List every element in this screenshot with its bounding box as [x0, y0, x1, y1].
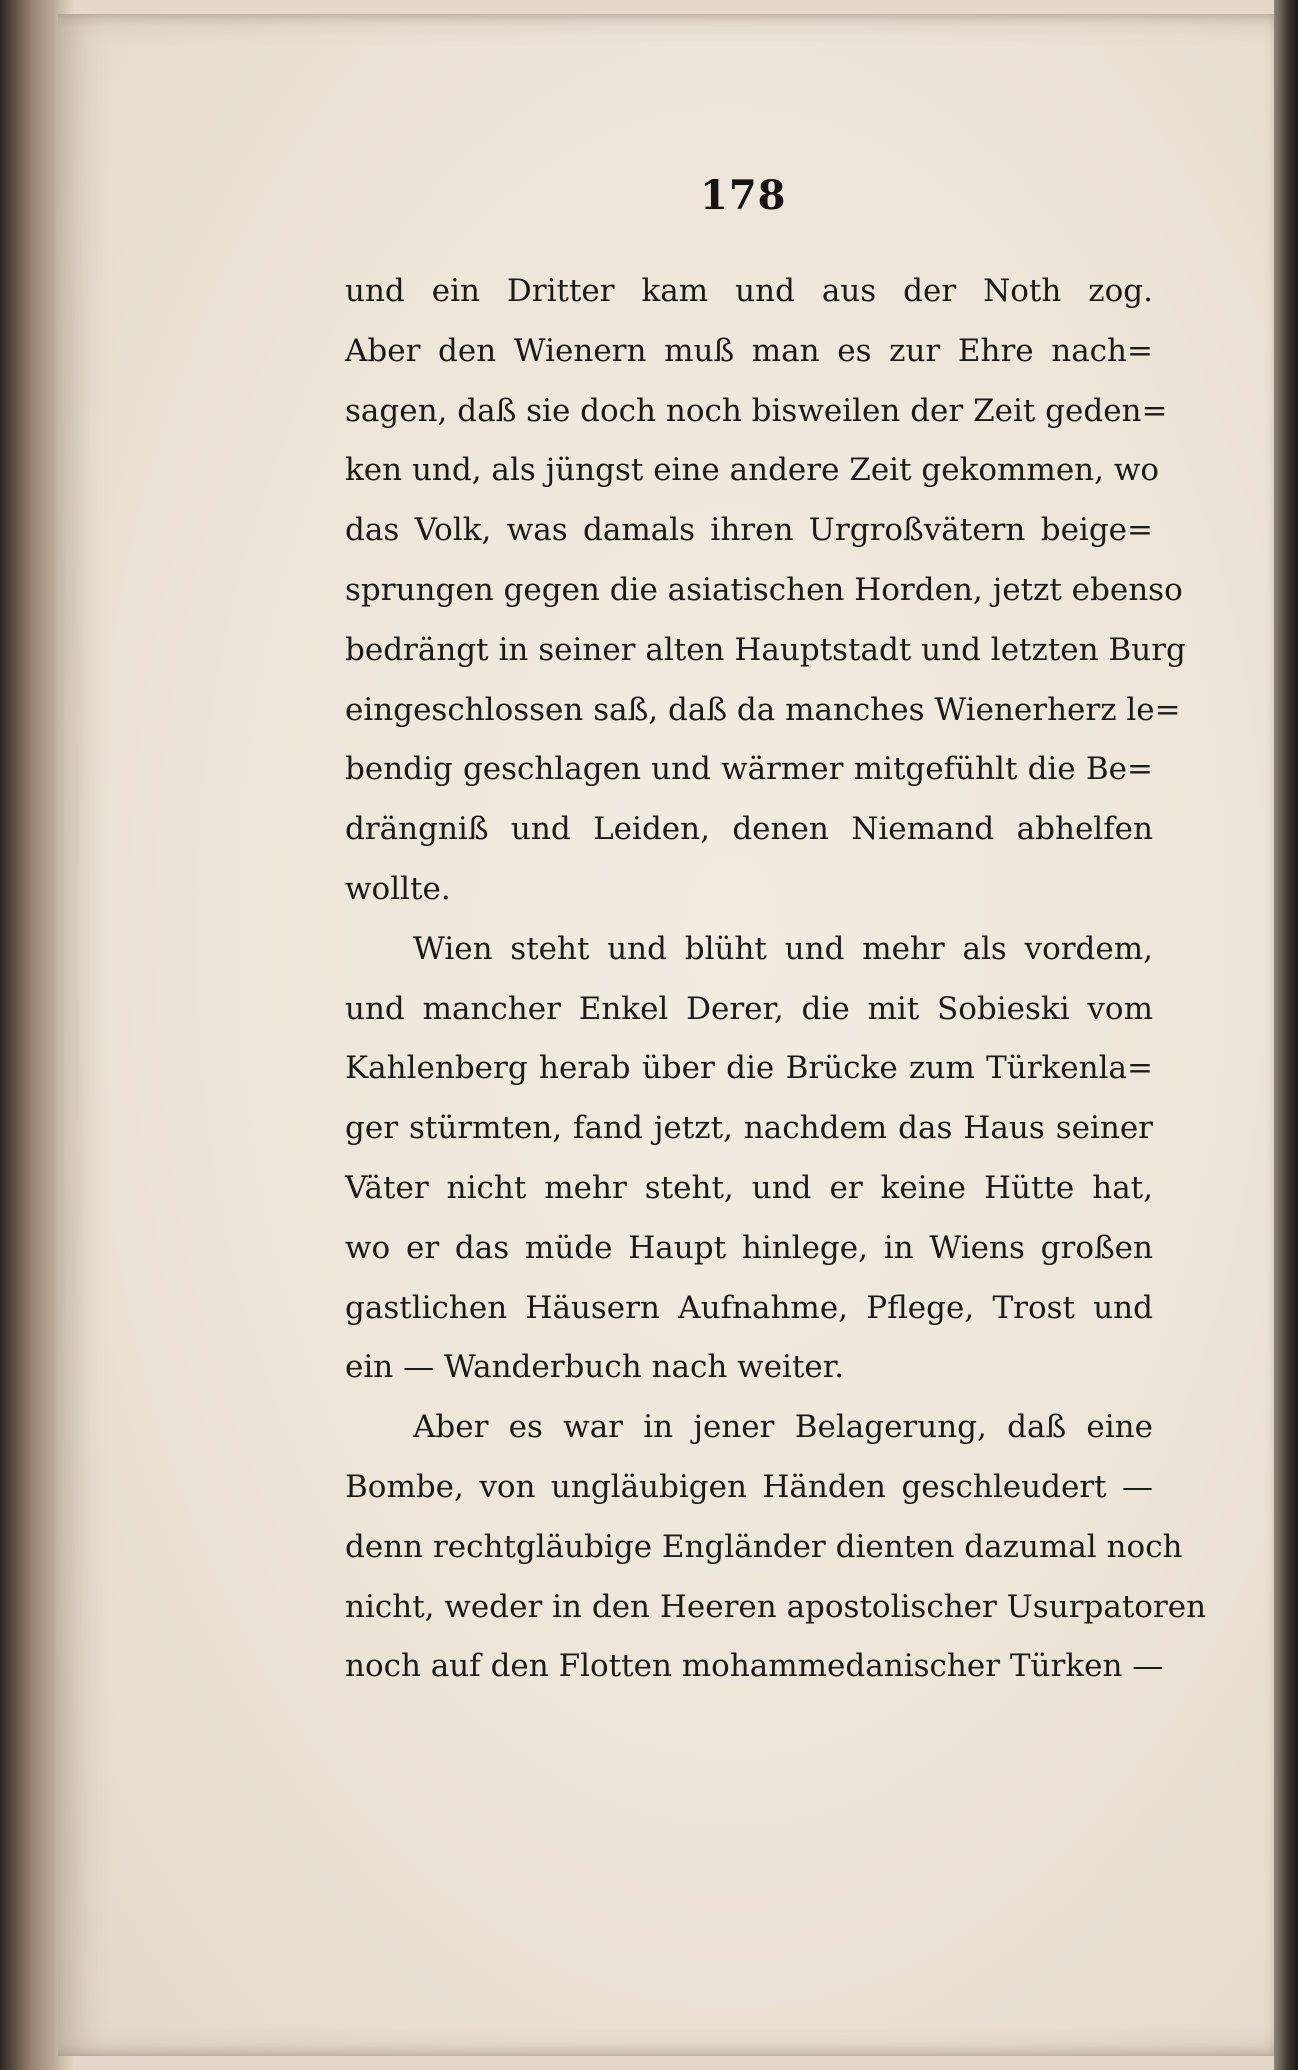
text-line: ein — Wanderbuch nach weiter.: [345, 1349, 845, 1386]
text-line: Kahlenberg herab über die Brücke zum Türkenla=: [345, 1050, 1153, 1087]
page-number: 178: [700, 172, 787, 219]
text-line: Wien steht und blüht und mehr als vordem,: [413, 930, 1153, 967]
text-line: Bombe, von ungläubigen Händen geschleudert —: [345, 1468, 1153, 1505]
body-text: [345, 262, 1207, 1697]
text-line: und ein Dritter kam und aus der Noth zog.: [345, 273, 1153, 309]
text-line: Väter nicht mehr steht, und er keine Hütte hat,: [345, 1169, 1153, 1206]
text-line: denn rechtgläubige Engländer dienten dazumal noch: [345, 1528, 1183, 1565]
paragraph-1: [345, 262, 1186, 920]
text-line: bendig geschlagen und wärmer mitgefühlt die Be=: [345, 751, 1153, 788]
text-line: Aber es war in jener Belagerung, daß eine: [413, 1409, 1153, 1446]
page-right-edge: [1274, 0, 1298, 2070]
text-line: gastlichen Häusern Aufnahme, Pflege, Trost und: [345, 1289, 1153, 1326]
text-line: ger stürmten, fand jetzt, nachdem das Haus seiner: [345, 1110, 1153, 1147]
text-line: das Volk, was damals ihren Urgroßvätern beige=: [345, 512, 1153, 549]
text-line: nicht, weder in den Heeren apostolischer Usurpatoren: [345, 1588, 1207, 1625]
text-line: bedrängt in seiner alten Hauptstadt und letzten Burg: [345, 631, 1186, 668]
text-line: drängniß und Leiden, denen Niemand abhelfen: [345, 811, 1153, 848]
text-line: ken und, als jüngst eine andere Zeit gekommen, wo: [345, 452, 1160, 489]
text-line: noch auf den Flotten mohammedanischer Türken —: [345, 1648, 1164, 1685]
paragraph-3: [345, 1398, 1207, 1697]
text-line: wollte.: [345, 870, 451, 907]
paragraph-2: [345, 920, 1153, 1398]
text-line: eingeschlossen saß, daß da manches Wienerherz le=: [345, 691, 1181, 728]
text-line: und mancher Enkel Derer, die mit Sobieski vom: [345, 990, 1153, 1027]
text-line: Aber den Wienern muß man es zur Ehre nach=: [345, 332, 1153, 369]
text-line: sagen, daß sie doch noch bisweilen der Zeit geden=: [345, 392, 1168, 429]
text-line: wo er das müde Haupt hinlege, in Wiens großen: [345, 1229, 1153, 1266]
text-line: sprungen gegen die asiatischen Horden, jetzt ebenso: [345, 571, 1183, 608]
